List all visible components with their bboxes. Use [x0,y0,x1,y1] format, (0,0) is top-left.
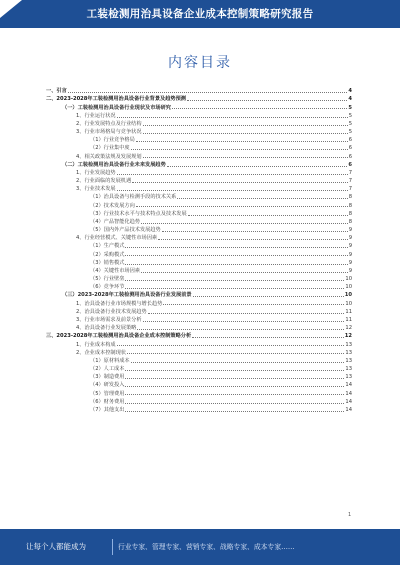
toc-entry[interactable] [46,102,352,110]
toc-entry-page: 14 [345,382,352,389]
toc-entry-text: （1）治具设备与检测手段的技术关系 [90,194,177,201]
toc-leader-dots [192,337,344,338]
footer-expert-list: 行业专家、管理专家、营销专家、战略专家、成本专家…… [118,543,295,551]
toc-entry-text: 3、行业技术发展 [76,186,116,193]
toc-leader-dots [125,378,344,379]
toc-leader-dots [117,117,348,118]
toc-entry-page: 6 [348,145,352,152]
toc-entry[interactable] [46,184,352,192]
toc-leader-dots [125,255,347,256]
report-title: 工装检测用治具设备企业成本控制策略研究报告 [86,8,314,20]
toc-entry-text: （2）技术发展方向 [90,202,135,209]
toc-entry[interactable] [46,119,352,127]
toc-leader-dots [117,345,345,346]
toc-entry-page: 8 [348,194,352,201]
toc-leader-dots [188,215,348,216]
toc-entry-text: （1）生产模式 [90,243,125,250]
toc-entry-text: （4）研发投入 [90,382,125,389]
toc-leader-dots [125,386,344,387]
toc-leader-dots [162,231,348,232]
toc-entry-page: 10 [345,276,352,283]
toc-entry-page: 7 [348,169,352,176]
toc-entry[interactable] [46,372,352,380]
toc-leader-dots [125,394,344,395]
toc-heading: 内容目录 [168,55,232,71]
toc-entry-text: 1、行业成本构成 [76,341,116,348]
toc-entry-text: 4、治具设备行业发展策略 [76,325,137,332]
toc-entry-page: 5 [348,112,352,119]
toc-entry-text: （6）财务费用 [90,398,125,405]
toc-entry[interactable] [46,282,352,290]
toc-entry-text: 3、行业市场格局与竞争状况 [76,129,142,136]
toc-entry[interactable] [46,249,352,257]
toc-entry-text: （3）销售模式 [90,259,125,266]
toc-entry[interactable] [46,143,352,151]
toc-leader-dots [172,108,347,109]
toc-entry-page: 5 [348,120,352,127]
toc-entry-text: 二、2023-2028年工装检测用治具设备行业背景及趋势预测 [46,96,186,103]
toc-leader-dots [141,223,348,224]
toc-leader-dots [127,353,344,354]
toc-leader-dots [158,239,348,240]
toc-entry-page: 12 [345,325,352,332]
toc-leader-dots [125,403,344,404]
toc-leader-dots [143,321,345,322]
toc-leader-dots [136,141,348,142]
toc-entry[interactable] [46,217,352,225]
toc-entry[interactable] [46,364,352,372]
toc-entry-text: 1、行业发展趋势 [76,169,116,176]
toc-entry-text: 三、2023-2028年工装检测用治具设备企业成本控制策略分析 [46,333,192,340]
toc-entry-page: 9 [348,259,352,266]
toc-leader-dots [117,174,348,175]
toc-entry-text: （二）工装检测用治具设备行业未来发展趋势 [62,161,166,168]
report-header [0,0,400,28]
page-number: 1 [348,512,352,518]
toc-entry-page: 7 [348,186,352,193]
toc-entry-page: 5 [348,129,352,136]
toc-leader-dots [125,280,344,281]
toc-entry-page: 9 [348,251,352,258]
toc-entry-page: 7 [348,178,352,185]
toc-entry[interactable] [46,266,352,274]
toc-entry[interactable] [46,298,352,306]
toc-entry-text: （7）其他支出 [90,406,125,413]
toc-entry-text: （4）关键性市场因素 [90,267,140,274]
footer-divider [112,539,113,555]
toc-leader-dots [125,288,344,289]
toc-entry-page: 13 [345,357,352,364]
toc-entry-text: （5）管理费用 [90,390,125,397]
toc-entry-page: 13 [345,349,352,356]
toc-leader-dots [187,100,347,101]
table-of-contents [46,86,352,413]
toc-entry-text: （2）人工成本 [90,366,125,373]
toc-entry-text: （三）2023-2028年工装检测用治具设备行业发展前景 [62,292,192,299]
toc-entry-text: （1）原材料成本 [90,357,130,364]
toc-entry[interactable] [46,258,352,266]
toc-entry-text: （1）行业竞争格局 [90,137,135,144]
toc-entry-text: （3）行业技术水平与技术特点及技术发展 [90,210,187,217]
toc-entry-page: 4 [348,88,352,95]
toc-entry[interactable] [46,209,352,217]
toc-entry-text: 1、治具设备行业市场规模与增长趋势 [76,300,163,307]
toc-entry-text: （5）国内外产品技术发展趋势 [90,227,161,234]
toc-entry[interactable] [46,348,352,356]
toc-leader-dots [141,272,348,273]
toc-entry[interactable] [46,151,352,159]
toc-entry[interactable] [46,135,352,143]
toc-entry-page: 4 [348,96,352,103]
toc-entry[interactable] [46,274,352,282]
toc-entry-page: 9 [348,267,352,274]
toc-entry[interactable] [46,168,352,176]
toc-entry-page: 9 [348,243,352,250]
toc-leader-dots [143,157,348,158]
toc-leader-dots [68,92,348,93]
toc-leader-dots [125,264,347,265]
toc-leader-dots [167,166,348,167]
toc-leader-dots [125,247,347,248]
toc-leader-dots [131,362,345,363]
toc-entry[interactable] [46,339,352,347]
toc-entry[interactable] [46,356,352,364]
toc-entry[interactable] [46,176,352,184]
toc-leader-dots [177,198,347,199]
toc-leader-dots [131,149,348,150]
toc-entry-text: （4）产品智能化趋势 [90,218,140,225]
toc-leader-dots [117,190,348,191]
toc-entry-page: 6 [348,153,352,160]
toc-entry[interactable] [46,323,352,331]
toc-entry-page: 8 [348,218,352,225]
toc-entry[interactable] [46,307,352,315]
toc-entry-page: 13 [345,374,352,381]
toc-leader-dots [125,411,344,412]
toc-entry-text: 2、行业发展特点及行业结构 [76,120,142,127]
toc-leader-dots [193,296,344,297]
toc-entry[interactable] [46,160,352,168]
toc-entry-text: （3）制造费用 [90,374,125,381]
toc-entry-text: 2、企业成本控制现状 [76,349,126,356]
toc-entry[interactable] [46,405,352,413]
toc-entry[interactable] [46,127,352,135]
toc-entry[interactable] [46,94,352,102]
footer-slogan: 让每个人都能成为 [26,542,86,551]
toc-leader-dots [132,182,348,183]
toc-entry-page: 5 [348,104,352,111]
toc-entry-page: 13 [345,366,352,373]
toc-entry-page: 10 [345,300,352,307]
toc-entry[interactable] [46,86,352,94]
toc-entry-page: 14 [345,406,352,413]
toc-entry[interactable] [46,388,352,396]
toc-leader-dots [143,133,348,134]
toc-entry-page: 10 [345,284,352,291]
toc-entry[interactable] [46,315,352,323]
toc-entry-text: （5）行业壁垒 [90,276,125,283]
toc-entry[interactable] [46,200,352,208]
toc-entry-page: 12 [344,333,352,340]
toc-entry-text: 4、行业经营模式、关键性市场因素 [76,235,158,242]
toc-entry-page: 11 [345,308,352,315]
toc-entry-page: 10 [344,292,352,299]
toc-leader-dots [125,370,344,371]
toc-entry-page: 14 [345,390,352,397]
toc-entry-page: 6 [348,137,352,144]
toc-entry-page: 8 [348,210,352,217]
toc-entry-text: 2、行业面临的发展机遇 [76,178,132,185]
toc-leader-dots [148,313,345,314]
toc-entry[interactable] [46,192,352,200]
toc-entry[interactable] [46,233,352,241]
toc-entry-text: 一、引言 [46,88,67,95]
toc-entry-text: 4、相关政策法规及发展规划 [76,153,142,160]
toc-entry[interactable] [46,331,352,339]
toc-entry-text: 3、行业市场需求及前景分析 [76,316,142,323]
toc-entry-text: （一）工装检测用治具设备行业现状及市场研究 [62,104,171,111]
toc-entry-page: 13 [345,341,352,348]
toc-entry-text: 1、行业运行状况 [76,112,116,119]
toc-entry-text: （2）采购模式 [90,251,125,258]
toc-entry-text: 2、治具设备行业技术发展趋势 [76,308,147,315]
toc-entry[interactable] [46,397,352,405]
toc-leader-dots [137,329,344,330]
toc-entry[interactable] [46,225,352,233]
toc-leader-dots [143,125,348,126]
toc-entry[interactable] [46,380,352,388]
toc-entry-page: 14 [345,398,352,405]
toc-entry-page: 8 [348,202,352,209]
toc-entry[interactable] [46,111,352,119]
footer-banner [0,529,400,565]
toc-entry[interactable] [46,241,352,249]
toc-entry[interactable] [46,290,352,298]
toc-entry-page: 11 [345,316,352,323]
toc-entry-page: 6 [348,161,352,168]
toc-leader-dots [163,304,344,305]
toc-leader-dots [136,206,348,207]
toc-entry-page: 9 [348,235,352,242]
toc-entry-text: （6）竞争环节 [90,284,125,291]
toc-entry-page: 9 [348,227,352,234]
toc-entry-text: （2）行业集中度 [90,145,130,152]
